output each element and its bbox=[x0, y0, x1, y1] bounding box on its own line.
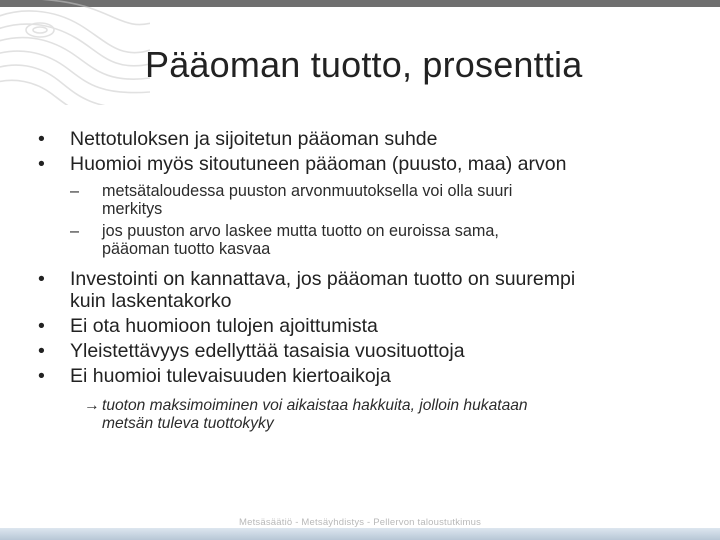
bullet-item bbox=[30, 365, 690, 387]
note-line: tuoton maksimoiminen voi aikaistaa hakkuita, jolloin hukataan bbox=[102, 397, 528, 414]
bullet-item bbox=[30, 315, 690, 337]
bullet-icon: • bbox=[38, 315, 45, 337]
dash-icon: – bbox=[70, 182, 80, 200]
sub-bullet-list bbox=[30, 182, 690, 258]
bullet-icon: • bbox=[38, 128, 45, 150]
bullet-text: Nettotuloksen ja sijoitetun pääoman suhde bbox=[70, 128, 438, 150]
dash-icon: – bbox=[70, 222, 80, 240]
bullet-icon: • bbox=[38, 153, 45, 175]
bullet-icon: • bbox=[38, 268, 45, 290]
bullet-item bbox=[30, 153, 690, 175]
arrow-right-icon: → bbox=[84, 397, 100, 414]
sub-bullet-line: pääoman tuotto kasvaa bbox=[102, 240, 271, 258]
bullet-line: kuin laskentakorko bbox=[70, 290, 232, 312]
bullet-list bbox=[30, 268, 690, 387]
bullet-item bbox=[30, 340, 690, 362]
bullet-text: Yleistettävyys edellyttää tasaisia vuosituottoja bbox=[70, 340, 465, 362]
sub-bullet-line: merkitys bbox=[102, 200, 163, 218]
topographic-contour-icon bbox=[0, 0, 150, 105]
bullet-text: Ei huomioi tulevaisuuden kiertoaikoja bbox=[70, 365, 391, 387]
bullet-item bbox=[30, 128, 690, 150]
bullet-item bbox=[30, 268, 690, 312]
bullet-line: Investointi on kannattava, jos pääoman tuotto on suurempi bbox=[70, 268, 576, 290]
sub-bullet-item bbox=[30, 182, 690, 218]
slide-body bbox=[30, 128, 690, 433]
bottom-bar bbox=[0, 528, 720, 540]
slide-footer: Metsäsäätiö - Metsäyhdistys - Pellervon taloustutkimus bbox=[238, 517, 482, 528]
bullet-icon: • bbox=[38, 365, 45, 387]
note-item bbox=[30, 397, 690, 433]
sub-bullet-line: metsätaloudessa puuston arvonmuutoksella voi olla suuri bbox=[102, 182, 513, 200]
note-line: metsän tuleva tuottokyky bbox=[102, 415, 274, 432]
bullet-text: Ei ota huomioon tulojen ajoittumista bbox=[70, 315, 378, 337]
bullet-text: Huomioi myös sitoutuneen pääoman (puusto, maa) arvon bbox=[70, 153, 567, 175]
sub-bullet-item bbox=[30, 222, 690, 258]
sub-bullet-line: jos puuston arvo laskee mutta tuotto on euroissa sama, bbox=[102, 222, 499, 240]
bullet-list bbox=[30, 128, 690, 175]
bullet-icon: • bbox=[38, 340, 45, 362]
slide-title: Pääoman tuotto, prosenttia bbox=[145, 44, 583, 85]
